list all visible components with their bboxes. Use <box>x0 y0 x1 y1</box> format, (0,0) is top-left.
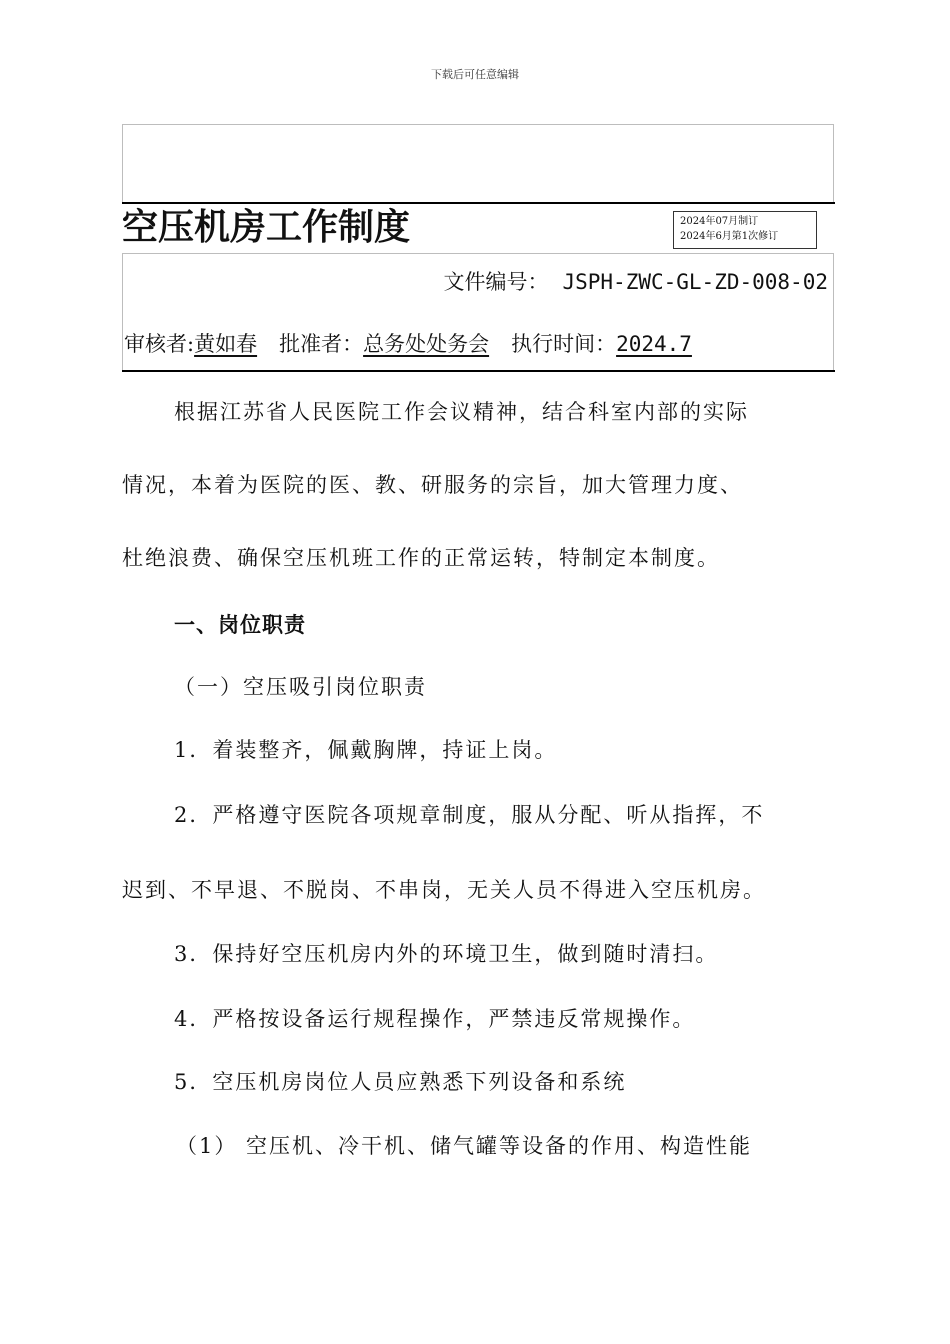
list-item-5: 5．空压机房岗位人员应熟悉下列设备和系统 <box>174 1070 627 1094</box>
list-item-2-line-2: 迟到、不早退、不脱岗、不串岗，无关人员不得进入空压机房。 <box>122 878 766 902</box>
revision-box <box>673 211 817 249</box>
header-box <box>122 124 834 202</box>
subsection-heading: （一）空压吸引岗位职责 <box>174 675 427 699</box>
intro-line-2: 情况，本着为医院的医、教、研服务的宗旨，加大管理力度、 <box>122 473 743 497</box>
header-rule-top <box>122 202 835 204</box>
reviewer-name: 黄如春 <box>194 332 258 356</box>
intro-line-1: 根据江苏省人民医院工作会议精神，结合科室内部的实际 <box>174 400 749 424</box>
list-item-1: 1．着装整齐，佩戴胸牌，持证上岗。 <box>174 738 558 762</box>
approval-row <box>124 326 692 362</box>
list-item-3: 3．保持好空压机房内外的环境卫生，做到随时清扫。 <box>174 942 719 966</box>
document-title: 空压机房工作制度 <box>122 207 411 248</box>
file-number-row <box>443 264 828 300</box>
section-heading: 一、岗位职责 <box>174 613 306 637</box>
intro-line-3: 杜绝浪费、确保空压机班工作的正常运转，特制定本制度。 <box>122 546 720 570</box>
list-item-4: 4．严格按设备运行规程操作，严禁违反常规操作。 <box>174 1007 696 1031</box>
reviewer-label: 审核者: <box>124 332 195 356</box>
effective-date: 2024.7 <box>616 332 692 356</box>
revision-modified: 2024年6月第1次修订 <box>680 231 779 242</box>
list-item-2-line-1: 2．严格遵守医院各项规章制度，服从分配、听从指挥，不 <box>174 803 765 827</box>
approver-name: 总务处处务会 <box>363 332 490 356</box>
top-note: 下载后可任意编辑 <box>431 68 519 81</box>
effective-label: 执行时间： <box>511 332 617 356</box>
file-number: JSPH-ZWC-GL-ZD-008-02 <box>562 270 828 294</box>
revision-created: 2024年07月制订 <box>680 216 759 227</box>
list-item-5-sub-1: （1） 空压机、冷干机、储气罐等设备的作用、构造性能 <box>176 1134 753 1158</box>
approver-label: 批准者： <box>279 332 364 356</box>
header-rule-bottom <box>122 370 835 372</box>
file-number-label: 文件编号： <box>443 270 549 294</box>
